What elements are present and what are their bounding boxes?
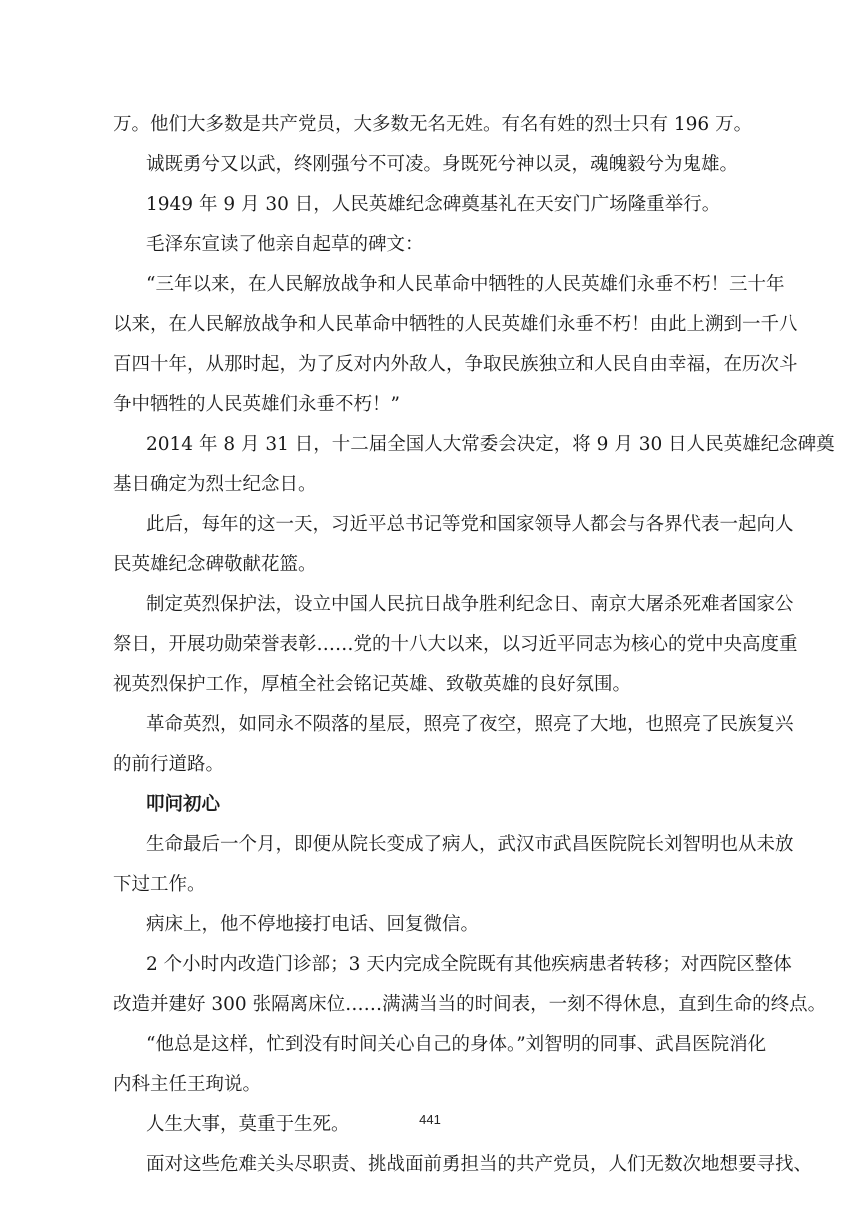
- text-line: 下过工作。: [113, 874, 206, 895]
- text-line: 此后，每年的这一天，习近平总书记等党和国家领导人都会与各界代表一起向人: [146, 514, 794, 535]
- text-line: “三年以来，在人民解放战争和人民革命中牺牲的人民英雄们永垂不朽！三十年: [146, 274, 785, 295]
- text-line: 改造并建好 300 张隔离床位……满满当当的时间表，一刻不得休息，直到生命的终点。: [113, 994, 827, 1015]
- paragraph: [113, 1032, 767, 1097]
- text-line: 面对这些危难关头尽职责、挑战面前勇担当的共产党员，人们无数次地想要寻找、: [146, 1154, 813, 1175]
- text-line: 基日确定为烈士纪念日。: [113, 474, 317, 495]
- text-line: 2 个小时内改造门诊部；3 天内完成全院既有其他疾病患者转移；对西院区整体: [146, 954, 792, 975]
- text-line: 制定英烈保护法，设立中国人民抗日战争胜利纪念日、南京大屠杀死难者国家公: [146, 594, 794, 615]
- text-line: 的前行道路。: [113, 754, 225, 775]
- section-heading: [113, 792, 753, 817]
- paragraph: [113, 232, 753, 257]
- paragraph: [113, 1152, 813, 1177]
- text-line: 内科主任王珣说。: [113, 1074, 262, 1095]
- paragraph: [113, 192, 753, 217]
- page-number: 441: [419, 1112, 441, 1127]
- text-line: “他总是这样，忙到没有时间关心自己的身体。”刘智明的同事、武昌医院消化: [146, 1034, 767, 1055]
- text-line: 万。他们大多数是共产党员，大多数无名无姓。有名有姓的烈士只有 196 万。: [113, 114, 753, 135]
- text-line: 1949 年 9 月 30 日，人民英雄纪念碑奠基礼在天安门广场隆重举行。: [146, 194, 721, 215]
- text-line: 革命英烈，如同永不陨落的星辰，照亮了夜空，照亮了大地，也照亮了民族复兴: [146, 714, 794, 735]
- paragraph: [113, 432, 835, 497]
- text-line: 诚既勇兮又以武，终刚强兮不可凌。身既死兮神以灵，魂魄毅兮为鬼雄。: [146, 154, 739, 175]
- paragraph: [113, 952, 827, 1017]
- text-line: 百四十年，从那时起，为了反对内外敌人，争取民族独立和人民自由幸福，在历次斗: [113, 354, 798, 375]
- body-text: [113, 112, 835, 1192]
- text-line: 视英烈保护工作，厚植全社会铭记英雄、致敬英雄的良好氛围。: [113, 674, 632, 695]
- text-line: 叩问初心: [146, 794, 221, 815]
- text-line: 人生大事，莫重于生死。: [146, 1114, 350, 1135]
- paragraph: [113, 152, 753, 177]
- text-line: 生命最后一个月，即便从院长变成了病人，武汉市武昌医院院长刘智明也从未放: [146, 834, 794, 855]
- text-line: 以来，在人民解放战争和人民革命中牺牲的人民英雄们永垂不朽！由此上溯到一千八: [113, 314, 798, 335]
- paragraph: [113, 112, 753, 137]
- text-line: 毛泽东宣读了他亲自起草的碑文：: [146, 234, 424, 255]
- text-line: 病床上，他不停地接打电话、回复微信。: [146, 914, 480, 935]
- paragraph: [113, 712, 794, 777]
- text-line: 争中牺牲的人民英雄们永垂不朽！”: [113, 394, 400, 415]
- paragraph: [113, 912, 753, 937]
- paragraph: [113, 272, 798, 417]
- text-line: 2014 年 8 月 31 日，十二届全国人大常委会决定，将 9 月 30 日人民英雄纪念碑奠: [146, 434, 835, 455]
- paragraph: [113, 592, 798, 697]
- paragraph: [113, 832, 794, 897]
- paragraph: [113, 512, 794, 577]
- text-line: 祭日，开展功勋荣誉表彰……党的十八大以来，以习近平同志为核心的党中央高度重: [113, 634, 798, 655]
- text-line: 民英雄纪念碑敬献花篮。: [113, 554, 317, 575]
